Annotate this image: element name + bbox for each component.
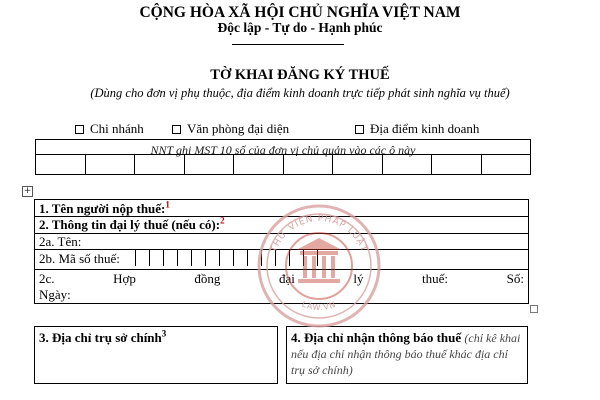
agent-name-label: 2a. Tên: [39,234,82,249]
table-move-handle-icon[interactable]: + [23,186,32,196]
footnote-2: 2 [220,215,225,226]
agent-tax-code-cell[interactable] [135,250,149,266]
parent-tax-code-caption: NNT ghi MST 10 số của đơn vị chủ quản vào các ô này [150,143,416,157]
section-1-title [39,201,170,217]
parent-tax-code-cell[interactable] [134,155,184,174]
parent-tax-code-cell[interactable] [233,155,283,174]
parent-tax-code-cells[interactable] [36,154,530,174]
section-1-label: 1. Tên người nộp thuế: [39,201,166,216]
checkbox-business-location[interactable] [355,125,364,134]
agent-tax-code-cell[interactable] [219,250,233,266]
agent-tax-code-label: 2b. Mã số thuế: [39,251,120,266]
contract-word: Số: [506,271,524,286]
watermark-stamp-icon [256,203,382,329]
section-2-title [39,217,225,233]
footnote-1: 1 [165,199,170,210]
svg-text:LAW.VN [300,300,337,313]
form-subtitle: (Dùng cho đơn vị phụ thuộc, địa điểm kinh doanh trực tiếp phát sinh nghĩa vụ thuế) [90,86,510,100]
watermark-bottom-text: LAW.VN [300,299,338,313]
option-branch[interactable] [75,121,144,137]
checkbox-branch[interactable] [75,125,84,134]
agent-tax-code-cell[interactable] [149,250,163,266]
contract-date-label: Ngày: [39,287,71,302]
agent-tax-code-cell[interactable] [233,250,247,266]
parent-tax-code-cell[interactable] [481,155,531,174]
nation-title: CỘNG HÒA XÃ HỘI CHỦ NGHĨA VIỆT NAM [139,4,461,21]
section-3-box [34,326,278,384]
agent-tax-code-cell[interactable] [177,250,191,266]
footnote-3: 3 [161,328,167,339]
option-branch-label: Chi nhánh [90,121,144,136]
section-3-label: 3. Địa chỉ trụ sở chính [39,330,162,345]
parent-tax-code-cell[interactable] [431,155,481,174]
parent-tax-code-box [35,139,531,175]
contract-word: đại [278,271,295,286]
form-title: TỜ KHAI ĐĂNG KÝ THUẾ [210,67,390,83]
parent-tax-code-cell[interactable] [382,155,432,174]
agent-tax-code-cell[interactable] [163,250,177,266]
section-4-hint: (chỉ kê khai nếu địa chỉ nhận thông báo thuế khác địa chỉ trụ sở chính) [291,331,521,377]
agent-tax-code-cell[interactable] [191,250,205,266]
section-4-box [286,326,528,384]
parent-tax-code-cell[interactable] [184,155,234,174]
parent-tax-code-cell[interactable] [36,155,85,174]
parent-tax-code-cell[interactable] [85,155,135,174]
contract-word: 2c. [39,271,55,286]
watermark-top-text: THƯ VIỆN PHÁP LUẬT [269,213,369,254]
option-business-location-label: Địa điểm kinh doanh [370,121,480,136]
option-representative-office-label: Văn phòng đại diện [187,121,290,136]
agent-tax-code-cell[interactable] [205,250,219,266]
contract-word: Hợp [113,271,136,286]
parent-tax-code-cell[interactable] [332,155,382,174]
option-business-location[interactable] [355,121,479,137]
section-2-label: 2. Thông tin đại lý thuế (nếu có): [39,217,221,232]
section-4-label: 4. Địa chỉ nhận thông báo thuế [291,330,462,345]
contract-word: lý [353,271,364,286]
parent-tax-code-cell[interactable] [283,155,333,174]
checkbox-representative-office[interactable] [172,125,181,134]
option-representative-office[interactable] [172,121,289,137]
contract-word: đồng [194,271,221,286]
table-resize-handle-icon[interactable] [530,305,538,313]
motto-underline [232,44,344,45]
contract-word: thuế: [422,271,449,286]
national-motto: Độc lập - Tự do - Hạnh phúc [217,20,383,35]
